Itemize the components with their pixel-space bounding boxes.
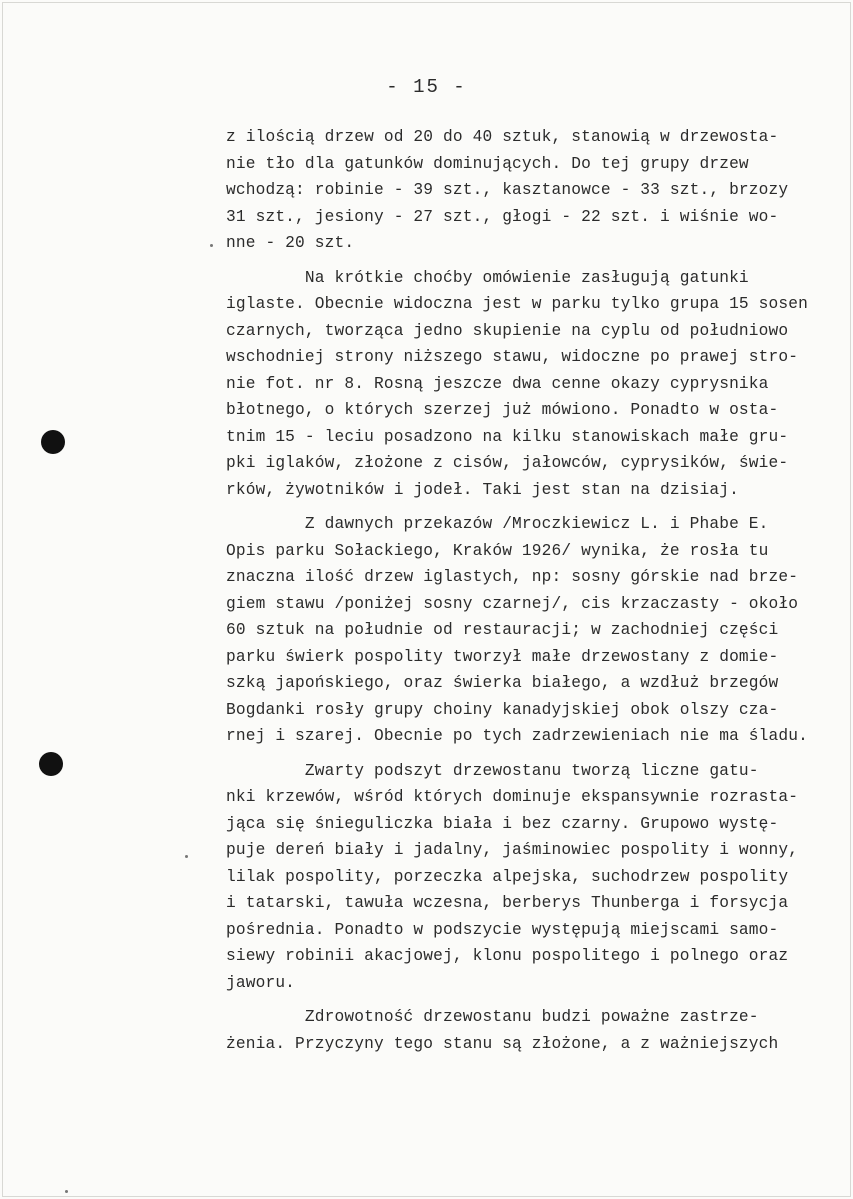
text-line: Opis parku Sołackiego, Kraków 1926/ wynika, że rosła tu	[226, 541, 769, 560]
text-line: nie tło dla gatunków dominujących. Do tej grupy drzew	[226, 154, 749, 173]
ink-speck	[65, 1190, 68, 1193]
paragraph-conifers	[226, 265, 846, 504]
text-line: nie fot. nr 8. Rosną jeszcze dwa cenne okazy cyprysnika	[226, 374, 769, 393]
document-body	[226, 124, 846, 1065]
paragraph-tree-counts	[226, 124, 846, 257]
text-line: Na krótkie choćby omówienie zasługują gatunki	[226, 268, 749, 287]
text-line: tnim 15 - leciu posadzono na kilku stanowiskach małe gru-	[226, 427, 789, 446]
text-line: Zdrowotność drzewostanu budzi poważne zastrze-	[226, 1008, 759, 1026]
ink-speck	[185, 855, 188, 858]
paragraph-stand-health	[226, 1004, 846, 1057]
text-line: żenia. Przyczyny tego stanu są złożone, a z ważniejszych	[226, 1034, 779, 1053]
text-line: parku świerk pospolity tworzył małe drzewostany z domie-	[226, 647, 779, 666]
text-line: rnej i szarej. Obecnie po tych zadrzewieniach nie ma śladu.	[226, 727, 808, 745]
ink-speck	[210, 244, 213, 247]
text-line: Z dawnych przekazów /Mroczkiewicz L. i Phabe E.	[226, 515, 769, 533]
text-line: pośrednia. Ponadto w podszycie występują miejscami samo-	[226, 920, 779, 939]
text-line: nne - 20 szt.	[226, 234, 355, 252]
text-line: z ilością drzew od 20 do 40 sztuk, stanowią w drzewosta-	[226, 128, 779, 146]
text-line: błotnego, o których szerzej już mówiono. Ponadto w osta-	[226, 401, 779, 419]
paragraph-historical-records	[226, 511, 846, 750]
text-line: znaczna ilość drzew iglastych, np: sosny górskie nad brze-	[226, 568, 799, 586]
page-number: - 15 -	[386, 76, 467, 98]
text-line: Bogdanki rosły grupy choiny kanadyjskiej obok olszy cza-	[226, 700, 779, 719]
text-line: jąca się śnieguliczka biała i bez czarny. Grupowo wystę-	[226, 814, 779, 833]
text-line: iglaste. Obecnie widoczna jest w parku tylko grupa 15 sosen	[226, 295, 808, 313]
text-line: 60 sztuk na południe od restauracji; w zachodniej części	[226, 621, 779, 639]
punch-hole-top	[41, 430, 65, 454]
text-line: jaworu.	[226, 973, 296, 992]
text-line: Zwarty podszyt drzewostanu tworzą liczne gatu-	[226, 761, 759, 780]
text-line: nki krzewów, wśród których dominuje ekspansywnie rozrasta-	[226, 788, 799, 806]
text-line: 31 szt., jesiony - 27 szt., głogi - 22 szt. i wiśnie wo-	[226, 207, 779, 226]
text-line: wschodniej strony niższego stawu, widoczne po prawej stro-	[226, 348, 799, 366]
text-line: i tatarski, tawuła wczesna, berberys Thunberga i forsycja	[226, 894, 789, 912]
text-line: wchodzą: robinie - 39 szt., kasztanowce - 33 szt., brzozy	[226, 181, 789, 199]
text-line: giem stawu /poniżej sosny czarnej/, cis krzaczasty - około	[226, 594, 799, 613]
text-line: siewy robinii akacjowej, klonu pospolitego i polnego oraz	[226, 947, 789, 965]
text-line: puje dereń biały i jadalny, jaśminowiec pospolity i wonny,	[226, 841, 799, 859]
text-line: lilak pospolity, porzeczka alpejska, suchodrzew pospolity	[226, 867, 789, 886]
text-line: szką japońskiego, oraz świerka białego, a wzdłuż brzegów	[226, 674, 779, 692]
text-line: pki iglaków, złożone z cisów, jałowców, cyprysików, świe-	[226, 454, 789, 472]
text-line: czarnych, tworząca jedno skupienie na cyplu od południowo	[226, 321, 789, 340]
punch-hole-bottom	[39, 752, 63, 776]
text-line: rków, żywotników i jodeł. Taki jest stan na dzisiaj.	[226, 480, 739, 499]
paragraph-undergrowth	[226, 758, 846, 997]
